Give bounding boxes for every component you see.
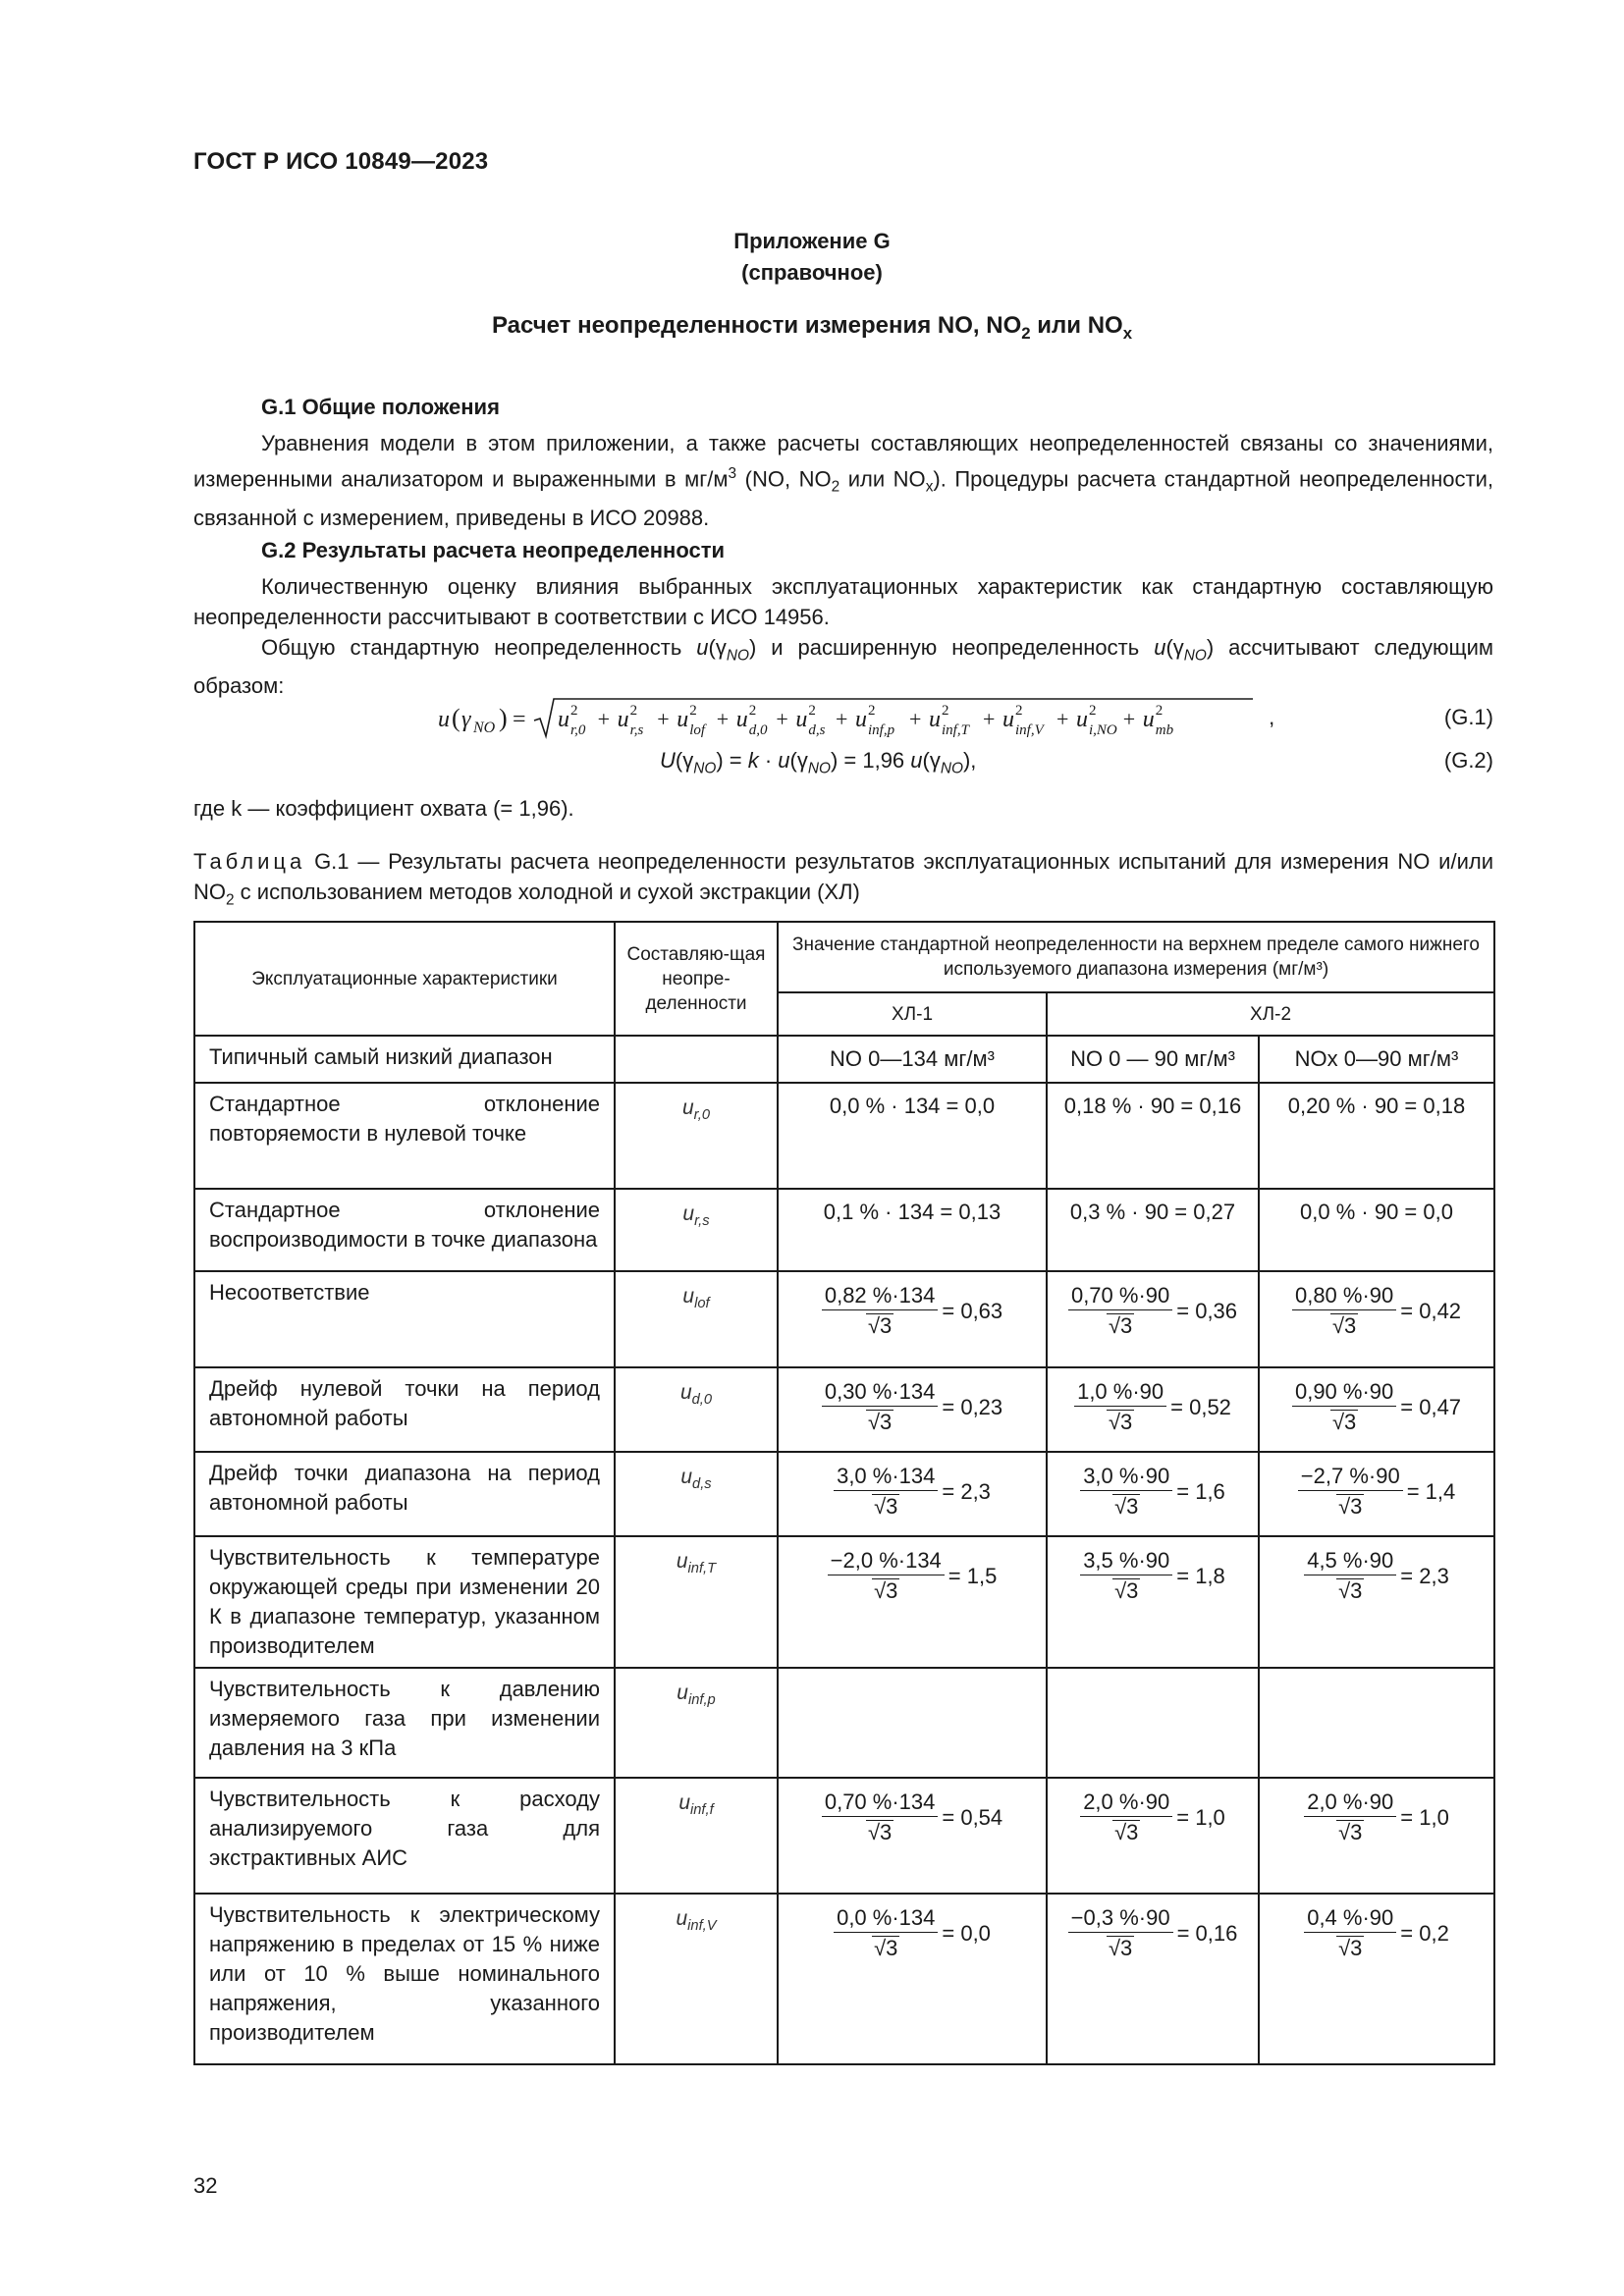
row-characteristic: Несоответствие [194, 1271, 615, 1367]
fraction-denominator: √3 [874, 1494, 898, 1519]
svg-text:i,NO: i,NO [1089, 722, 1117, 738]
svg-text:u: u [855, 707, 867, 732]
equation-g1-plus: + [597, 707, 611, 731]
svg-text:u: u [617, 707, 629, 732]
table-row [194, 1083, 1494, 1189]
row-characteristic: Дрейф точки диапазона на период автономной работы [194, 1452, 615, 1536]
fraction-denominator: √3 [1331, 1313, 1357, 1338]
fraction-numerator: 0,90 %·90 [1292, 1378, 1396, 1407]
fraction [828, 1547, 945, 1606]
svg-text:mb: mb [1155, 722, 1174, 738]
header-xl2: ХЛ-2 [1047, 992, 1494, 1036]
row-value-fraction [1047, 1536, 1259, 1668]
fraction-denominator: √3 [1114, 1820, 1139, 1844]
equation-g1-terms [558, 703, 1174, 738]
fraction-numerator: 0,70 %·134 [822, 1789, 939, 1817]
fraction-denominator: √3 [1331, 1410, 1357, 1434]
svg-text:r,s: r,s [629, 722, 644, 738]
fraction-numerator: −0,3 %·90 [1068, 1904, 1173, 1933]
equation-g1-term [677, 703, 707, 738]
equation-g1-term [618, 703, 644, 738]
svg-text:2: 2 [808, 703, 816, 719]
row-characteristic: Чувствительность к давлению измеряемого газа при изменении давления на 3 кПа [194, 1668, 615, 1778]
fraction-numerator: 0,82 %·134 [822, 1282, 939, 1310]
fraction-numerator: 0,0 %·134 [834, 1904, 938, 1933]
equation-g1-plus: + [776, 707, 788, 731]
fraction-numerator: 4,5 %·90 [1304, 1547, 1396, 1575]
svg-text:u: u [795, 707, 808, 732]
fraction-result: = 0,42 [1400, 1299, 1462, 1323]
fraction [834, 1904, 938, 1963]
row-value [778, 1668, 1047, 1778]
fraction-numerator: 1,0 %·90 [1074, 1378, 1166, 1407]
svg-text:u: u [438, 707, 450, 732]
equation-g1-plus: + [983, 707, 996, 731]
fraction-denominator: √3 [867, 1820, 893, 1844]
section-g2-heading: G.2 Результаты расчета неопределенности [261, 538, 726, 562]
fraction [1074, 1378, 1166, 1437]
fraction-denominator: √3 [1338, 1578, 1363, 1603]
table-row [194, 1894, 1494, 2064]
range-xl2-no: NO 0 — 90 мг/м³ [1047, 1036, 1259, 1083]
row-component-symbol: $u_{r,0}$ [615, 1083, 778, 1189]
row-value-fraction [1259, 1271, 1494, 1367]
svg-text:u: u [1142, 707, 1155, 732]
svg-text:2: 2 [570, 703, 578, 719]
table-row [194, 1668, 1494, 1778]
annex-heading [0, 226, 1624, 289]
row-value-fraction [1047, 1452, 1259, 1536]
fraction-result: = 0,52 [1170, 1395, 1231, 1419]
row-component-symbol: $u_{inf,T}$ [615, 1536, 778, 1668]
row-value: 0,1 % · 134 = 0,13 [778, 1189, 1047, 1271]
row-component-symbol: $u_{lof}$ [615, 1271, 778, 1367]
fraction-numerator: 3,5 %·90 [1080, 1547, 1172, 1575]
svg-text:u: u [929, 707, 941, 732]
svg-text:): ) [499, 704, 508, 732]
row-characteristic: Чувствительность к электрическому напряжению в пределах от 15 % ниже или от 10 % выше номинального напряжения, указанного производителем [194, 1894, 615, 2064]
table-row [194, 1778, 1494, 1894]
fraction-denominator: √3 [1114, 1494, 1139, 1519]
fraction-denominator: √3 [1108, 1936, 1133, 1960]
fraction-result: = 0,36 [1176, 1299, 1238, 1323]
fraction-result: = 0,63 [942, 1299, 1003, 1323]
fraction-denominator: √3 [1338, 1494, 1363, 1519]
fraction-numerator: 0,80 %·90 [1292, 1282, 1396, 1310]
fraction-result: = 0,54 [942, 1805, 1003, 1830]
header-component: Составляю-щая неопре-деленности [615, 922, 778, 1036]
doc-code: ГОСТ Р ИСО 10849—2023 [193, 148, 489, 175]
row-value-fraction [778, 1536, 1047, 1668]
header-xl1: ХЛ-1 [778, 992, 1047, 1036]
fraction-result: = 0,0 [942, 1921, 991, 1946]
svg-text:u: u [1076, 707, 1088, 732]
fraction-numerator: 0,4 %·90 [1304, 1904, 1396, 1933]
section-g2-paragraph-1: Количественную оценку влияния выбранных эксплуатационных характеристик как стандартную составляющую неопределенности рассчитывают в соответствии с ИСО 14956. [193, 574, 1493, 629]
fraction-result: = 1,0 [1176, 1805, 1225, 1830]
fraction-denominator: √3 [867, 1410, 893, 1434]
svg-text:=: = [513, 707, 526, 732]
table-row [194, 1536, 1494, 1668]
fraction [822, 1282, 939, 1341]
page-number: 32 [193, 2173, 218, 2198]
fraction-numerator: 3,0 %·134 [834, 1463, 938, 1491]
fraction-denominator: √3 [874, 1936, 898, 1960]
svg-text:u: u [1002, 707, 1014, 732]
fraction [1068, 1282, 1172, 1341]
row-characteristic: Стандартное отклонение воспроизводимости в точке диапазона [194, 1189, 615, 1271]
equation-g1-term [736, 703, 768, 738]
fraction-result: = 1,0 [1400, 1805, 1449, 1830]
row-component-symbol: $u_{d,0}$ [615, 1367, 778, 1452]
svg-text:γ: γ [461, 707, 471, 732]
svg-text:2: 2 [1155, 703, 1164, 719]
row-value-fraction [1259, 1367, 1494, 1452]
fraction-denominator: √3 [874, 1578, 898, 1603]
equation-g1-term [1143, 703, 1174, 738]
fraction-denominator: √3 [1338, 1820, 1363, 1844]
fraction-numerator: 2,0 %·90 [1304, 1789, 1396, 1817]
row-component-symbol: $u_{inf,V}$ [615, 1894, 778, 2064]
svg-text:inf,V: inf,V [1015, 722, 1044, 738]
fraction-numerator: 2,0 %·90 [1080, 1789, 1172, 1817]
section-g1-paragraph: Уравнения модели в этом приложении, а также расчеты составляющих неопределенностей связаны со значениями, измеренными анализатором и выраженными в $мг/м^3$ (NO, $NO_2$ или $NO_x$). Процедуры расчета стандартной неопределенности, связанной с измерением, приведены в ИСО 20988. [193, 431, 1494, 530]
svg-text:(: ( [452, 704, 460, 732]
equation-g1-svg [438, 695, 1263, 740]
fraction-numerator: −2,0 %·134 [828, 1547, 945, 1575]
row-value: 0,18 % · 90 = 0,16 [1047, 1083, 1259, 1189]
svg-text:inf,p: inf,p [868, 722, 895, 738]
row-value: 0,3 % · 90 = 0,27 [1047, 1189, 1259, 1271]
fraction-denominator: √3 [1114, 1578, 1139, 1603]
svg-text:2: 2 [1015, 703, 1023, 719]
equation-g1-term [795, 703, 825, 738]
fraction-result: = 1,5 [947, 1564, 998, 1588]
table-row [194, 1189, 1494, 1271]
svg-text:2: 2 [942, 703, 949, 719]
fraction [1080, 1547, 1172, 1606]
equation-g1: u ( γ NO ) = u 2 r,0 + u 2 r,s + u 2 lof + u 2 d,0 + u 2 d,s + u 2 inf,p + u 2 inf,T + u 2 inf,V + u 2 i,NO + u 2 mb , [438, 695, 1274, 740]
svg-text:2: 2 [1089, 703, 1097, 719]
svg-text:2: 2 [868, 703, 876, 719]
annex-label: Приложение G [733, 229, 891, 253]
equation-g1-term [1076, 703, 1117, 738]
equation-g1-term [558, 703, 586, 738]
table-row [194, 1367, 1494, 1452]
range-xl2-nox: NOx 0—90 мг/м³ [1259, 1036, 1494, 1083]
fraction-numerator: 3,0 %·90 [1080, 1463, 1172, 1491]
fraction-result: = 0,23 [942, 1395, 1003, 1419]
row-value-fraction [778, 1367, 1047, 1452]
row-value-fraction [778, 1271, 1047, 1367]
table-row [194, 1271, 1494, 1367]
fraction-result: = 1,4 [1406, 1479, 1456, 1504]
row-value-fraction [1047, 1271, 1259, 1367]
fraction [1080, 1463, 1172, 1522]
coverage-note: где k — коэффициент охвата (= 1,96). [193, 796, 574, 821]
section-g1-heading: G.1 Общие положения [261, 395, 500, 419]
fraction [1068, 1904, 1173, 1963]
equation-g1-plus: + [1122, 707, 1136, 731]
row-value: 0,0 % · 90 = 0,0 [1259, 1189, 1494, 1271]
row-characteristic: Чувствительность к температуре окружающей среды при изменении 20 К в диапазоне температур, указанном производителем [194, 1536, 615, 1668]
svg-text:lof: lof [689, 722, 706, 738]
equation-g1-number: (G.1) [1443, 705, 1493, 729]
table-row [194, 1452, 1494, 1536]
fraction [1080, 1789, 1172, 1847]
equation-g1-term [929, 703, 971, 738]
fraction [1292, 1282, 1396, 1341]
row-component-symbol: $u_{d,s}$ [615, 1452, 778, 1536]
row-value-fraction [778, 1778, 1047, 1894]
row-value-fraction [778, 1894, 1047, 2064]
row-value [1259, 1668, 1494, 1778]
annex-title: Расчет неопределенности измерения NO, $NO_2$ или $NO_x$ [491, 312, 1133, 343]
range-xl1: NO 0—134 мг/м³ [778, 1036, 1047, 1083]
row-value-fraction [1259, 1778, 1494, 1894]
svg-text:2: 2 [748, 703, 757, 719]
svg-text:NO: NO [473, 720, 496, 736]
row-value-fraction [1259, 1452, 1494, 1536]
fraction-result: = 0,16 [1176, 1921, 1238, 1946]
fraction [1304, 1904, 1396, 1963]
fraction-result: = 2,3 [942, 1479, 991, 1504]
svg-text:u: u [558, 707, 569, 732]
row-component-symbol: $u_{inf,f}$ [615, 1778, 778, 1894]
equation-g1-plus: + [836, 707, 848, 731]
fraction-denominator: √3 [1108, 1313, 1133, 1338]
fraction-numerator: 0,30 %·134 [822, 1378, 939, 1407]
fraction [1304, 1789, 1396, 1847]
fraction-result: = 1,8 [1176, 1564, 1225, 1588]
equation-g1-plus: + [657, 707, 670, 731]
svg-text:2: 2 [689, 703, 697, 719]
fraction-numerator: 0,70 %·90 [1068, 1282, 1172, 1310]
equation-g2-number: (G.2) [1443, 748, 1493, 773]
row-component-symbol: $u_{inf,p}$ [615, 1668, 778, 1778]
svg-text:2: 2 [629, 703, 638, 719]
fraction-denominator: √3 [1108, 1410, 1133, 1434]
fraction [1304, 1547, 1396, 1606]
row-value [1047, 1668, 1259, 1778]
fraction-result: = 2,3 [1400, 1564, 1449, 1588]
fraction-numerator: −2,7 %·90 [1298, 1463, 1403, 1491]
equation-g1-term [855, 703, 895, 738]
fraction-denominator: √3 [867, 1313, 893, 1338]
fraction-result: = 0,47 [1400, 1395, 1462, 1419]
row-value-fraction [1259, 1536, 1494, 1668]
svg-text:inf,T: inf,T [942, 722, 969, 738]
fraction-result: = 0,2 [1400, 1921, 1449, 1946]
row-value-fraction [1047, 1778, 1259, 1894]
equation-g1-plus: + [1056, 707, 1069, 731]
header-value: Значение стандартной неопределенности на верхнем пределе самого нижнего используемого диапазона измерения (мг/м³) [778, 922, 1494, 992]
annex-kind: (справочное) [741, 260, 883, 285]
section-g2-paragraph-2: Общую стандартную неопределенность $u(\gamma_{NO})$ и расширенную неопределенность $u(\gamma_{NO})$ ассчитывают следующим образом: [193, 635, 1493, 699]
svg-text:d,0: d,0 [748, 722, 768, 738]
svg-text:r,0: r,0 [570, 722, 586, 738]
row-value: 0,20 % · 90 = 0,18 [1259, 1083, 1494, 1189]
equation-g1-plus: + [716, 707, 730, 731]
row-value-fraction [1259, 1894, 1494, 2064]
uncertainty-table [193, 921, 1495, 2065]
svg-text:u: u [677, 707, 689, 732]
fraction-denominator: √3 [1338, 1936, 1363, 1960]
row-value-fraction [778, 1452, 1047, 1536]
fraction-result: = 1,6 [1176, 1479, 1225, 1504]
fraction [1292, 1378, 1396, 1437]
row-value: 0,0 % · 134 = 0,0 [778, 1083, 1047, 1189]
row-component-symbol: $u_{r,s}$ [615, 1189, 778, 1271]
fraction [822, 1789, 939, 1847]
row-characteristic: Дрейф нулевой точки на период автономной работы [194, 1367, 615, 1452]
equation-g1-plus: + [909, 707, 922, 731]
row-characteristic: Чувствительность к расходу анализируемого газа для экстрактивных АИС [194, 1778, 615, 1894]
table-body [194, 1083, 1494, 2064]
row-characteristic: Стандартное отклонение повторяемости в нулевой точке [194, 1083, 615, 1189]
svg-text:u: u [735, 707, 748, 732]
fraction [822, 1378, 939, 1437]
fraction [1298, 1463, 1403, 1522]
row-value-fraction [1047, 1894, 1259, 2064]
table-caption: Таблица G.1 — Результаты расчета неопределенности результатов эксплуатационных испытаний для измерения NO и/или $NO_2$ с использованием методов холодной и сухой экстракции (ХЛ) [193, 849, 1493, 909]
equation-g2: $U(\gamma_{NO}) = k \cdot u(\gamma_{NO}) = 1,96$ $u(\gamma_{NO})$, [660, 748, 977, 777]
svg-text:d,s: d,s [808, 722, 826, 738]
fraction [834, 1463, 938, 1522]
range-row-label: Типичный самый низкий диапазон [194, 1036, 615, 1083]
equation-g1-term [1002, 703, 1046, 738]
header-characteristics: Эксплуатационные характеристики [194, 922, 615, 1036]
row-value-fraction [1047, 1367, 1259, 1452]
